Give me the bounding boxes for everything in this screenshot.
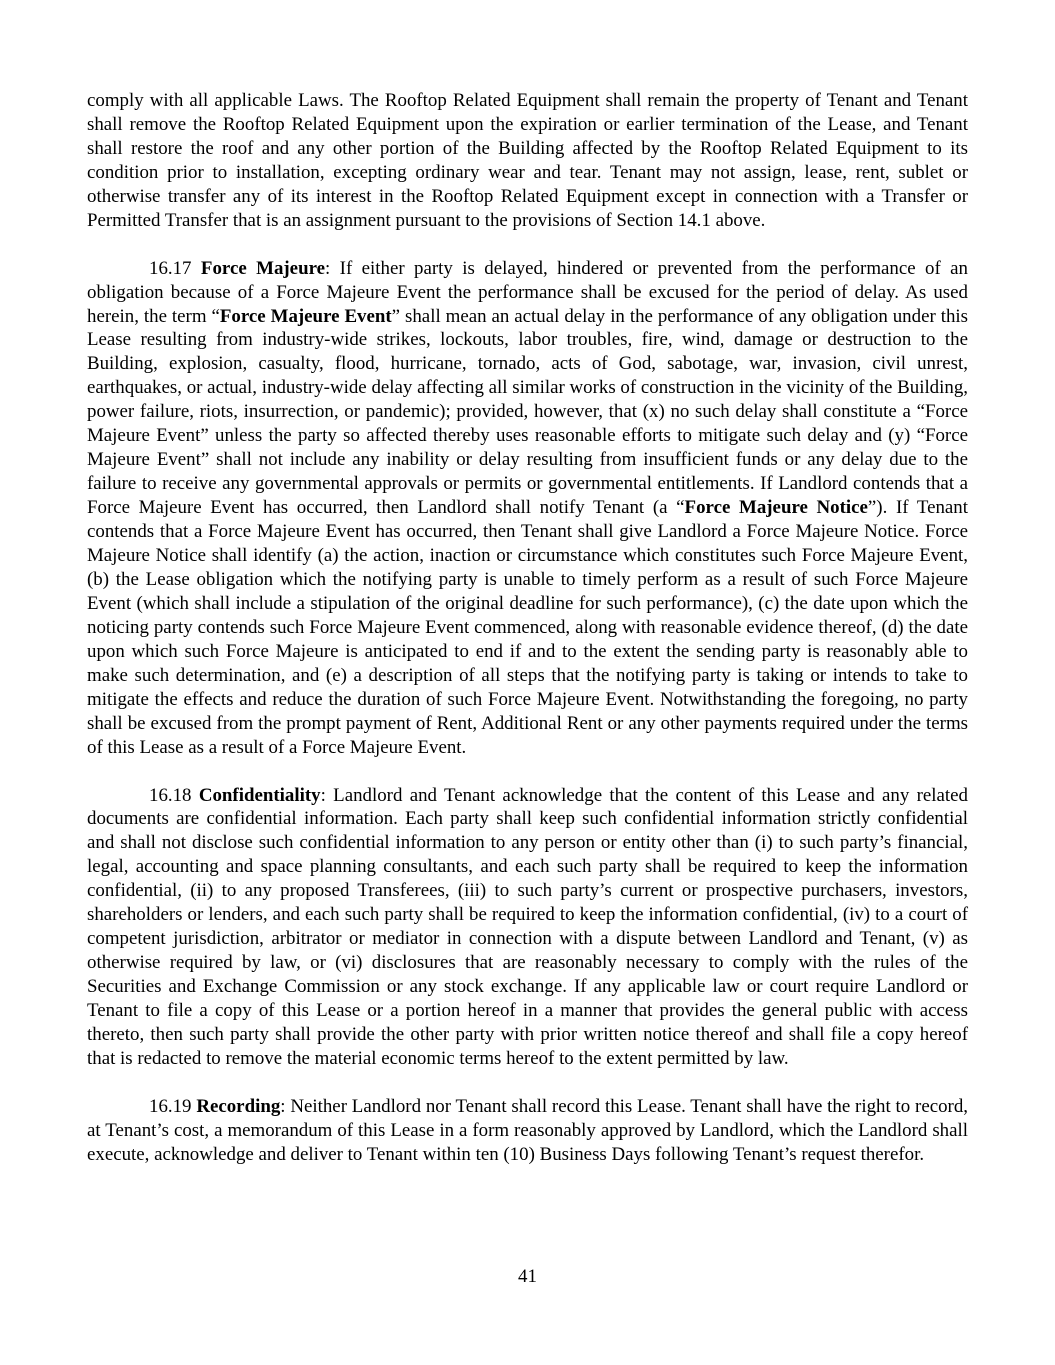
section-heading: Force Majeure — [200, 257, 326, 279]
section-text: : Landlord and Tenant acknowledge that the content of this Lease and any related documents are confidential information. Each party shall keep such confidential information strictly confidential and shall not disclose such confidential information to any person or entity other than (i) to such party’s financial, legal, accounting and space planning consultants, and each such party shall be required to keep the information confidential, (ii) to any proposed Transferees, (iii) to such party’s current or prospective purchasers, investors, shareholders or lenders, and each such party shall be required to keep the information confidential, (iv) to a court of competent jurisdiction, arbitrator or mediator in connection with a dispute between Landlord and Tenant, (v) as otherwise required by law, or (vi) disclosures that are reasonably necessary to comply with the rules of the Securities and Exchange Commission or any stock exchange. If any applicable law or court require Landlord or Tenant to file a copy of this Lease or a portion hereof in a manner that provides the general public with access thereto, then such party shall provide the other party with prior written notice thereof and shall file a copy hereof that is redacted to remove the material economic terms hereof to the extent permitted by law. — [87, 784, 968, 1069]
section-number: 16.19 — [149, 1095, 192, 1117]
defined-term-force-majeure-event: Force Majeure Event — [219, 305, 392, 327]
section-text: : Neither Landlord nor Tenant shall record this Lease. Tenant shall have the right to record, at Tenant’s cost, a memorandum of this Lease in a form reasonably approved by Landlord, which the Landlord shall execute, acknowledge and deliver to Tenant within ten (10) Business Days following Tenant’s request therefor. — [87, 1095, 968, 1165]
paragraph-text: comply with all applicable Laws. The Rooftop Related Equipment shall remain the property of Tenant and Tenant shall remove the Rooftop Related Equipment upon the expiration or earlier termination of the Lease, and Tenant shall restore the roof and any other portion of the Building affected by the Rooftop Related Equipment to its condition prior to installation, excepting ordinary wear and tear. Tenant may not assign, lease, rent, sublet or otherwise transfer any of its interest in the Rooftop Related Equipment except in connection with a Transfer or Permitted Transfer that is an assignment pursuant to the provisions of Section 14.1 above. — [87, 90, 968, 231]
document-page — [87, 89, 968, 1191]
section-16-19-recording — [87, 1095, 968, 1167]
section-text-part-1: : If either party is delayed, hindered or prevented from the performance of an obligation because of a Force Majeure Event the performance shall be excused for the period of delay. As used herein, the term “ — [87, 257, 968, 327]
section-text-part-3: ”). If Tenant contends that a Force Majeure Event has occurred, then Tenant shall give Landlord a Force Majeure Notice. Force Majeure Notice shall identify (a) the action, inaction or circumstance which constitutes such Force Majeure Event, (b) the Lease obligation which the notifying party is unable to timely perform as a result of such Force Majeure Event (which shall include a stipulation of the original deadline for such performance), (c) the date upon which the noticing party contends such Force Majeure Event commenced, along with reasonable evidence thereof, (d) the date upon which such Force Majeure is anticipated to end if and to the extent the sending party is reasonably able to make such determination, and (e) a description of all steps that the notifying party is taking or intends to take to mitigate the effects and reduce the duration of such Force Majeure Event. Notwithstanding the foregoing, no party shall be excused from the prompt payment of Rent, Additional Rent or any other payments required under the terms of this Lease as a result of a Force Majeure Event. — [87, 497, 968, 758]
section-heading: Confidentiality — [198, 784, 321, 806]
section-number: 16.17 — [149, 257, 192, 279]
section-number: 16.18 — [149, 784, 192, 806]
section-heading: Recording — [196, 1095, 281, 1117]
section-text-part-2: ” shall mean an actual delay in the performance of any obligation under this Lease resulting from industry-wide strikes, lockouts, labor troubles, fire, wind, damage or destruction to the Building, explosion, casualty, flood, hurricane, tornado, acts of God, sabotage, war, invasion, civil unrest, earthquakes, or actual, industry-wide delay affecting all similar works of construction in the vicinity of the Building, power failure, riots, insurrection, or pandemic); provided, however, that (x) no such delay shall constitute a “Force Majeure Event” unless the party so affected thereby uses reasonable efforts to mitigate such delay and (y) “Force Majeure Event” shall not include any inability or delay resulting from insufficient funds or any delay due to the failure to receive any governmental approvals or permits or governmental entitlements. If Landlord contends that a Force Majeure Event has occurred, then Landlord shall notify Tenant (a “ — [87, 305, 968, 519]
section-16-17-force-majeure — [87, 257, 968, 760]
page-number: 41 — [518, 1266, 537, 1287]
paragraph-rooftop-equipment-continued — [87, 89, 968, 233]
defined-term-force-majeure-notice: Force Majeure Notice — [684, 497, 868, 519]
section-16-18-confidentiality — [87, 784, 968, 1071]
